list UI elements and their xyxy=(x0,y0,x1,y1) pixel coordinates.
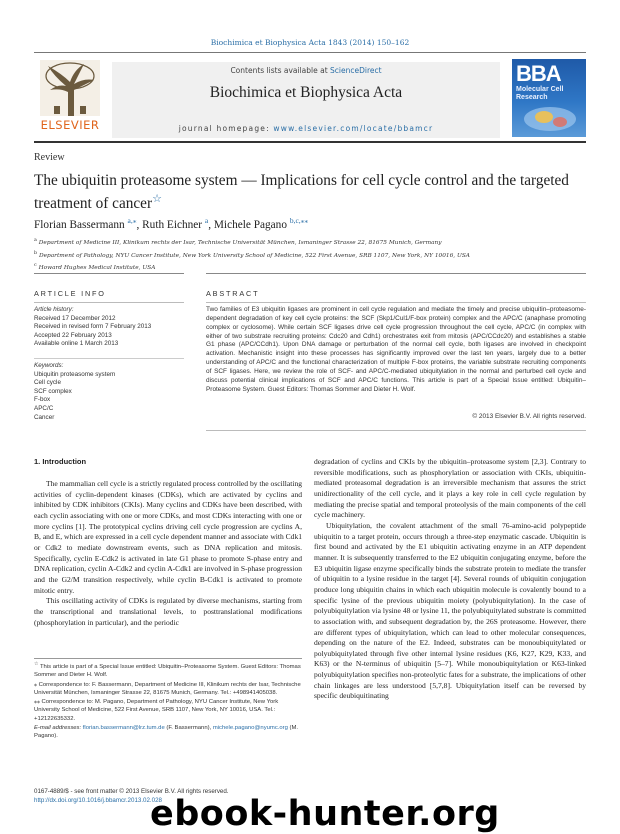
keyword-item: SCF complex xyxy=(34,387,72,395)
elsevier-tree-icon xyxy=(40,60,100,116)
abstract-top-rule xyxy=(206,273,586,274)
history-item: Received in revised form 7 February 2013 xyxy=(34,323,152,331)
history-label: Article history: xyxy=(34,306,74,313)
footnote-mark: ☆ xyxy=(34,662,39,667)
footnote-text: Correspondence to: M. Pagano, Department of Pathology, NYU Cancer Institute, New York University School of Medicine, 522 First Avenue, SRB 1107, New York, NY 10016, USA. Tel.: +12122635332. xyxy=(34,699,279,722)
cover-title: BBA xyxy=(516,61,561,86)
journal-cover[interactable] xyxy=(512,59,586,137)
history-separator xyxy=(34,358,184,359)
header-divider xyxy=(34,141,586,143)
homepage-prefix: journal homepage: xyxy=(178,124,274,133)
keywords-label: Keywords: xyxy=(34,362,64,369)
watermark-text: ebook-hunter.org xyxy=(150,794,500,834)
author-affiliation-mark[interactable]: a xyxy=(204,216,209,225)
title-footnote-mark[interactable]: ☆ xyxy=(152,193,162,205)
footnote-text: This article is part of a Special Issue entitled: Ubiquitin–Proteasome System. Guest Editors: Thomas Sommer and Dieter H. Wolf. xyxy=(34,663,301,679)
body-paragraph: The mammalian cell cycle is a strictly regulated process controlled by the oscillating activities of cyclin-dependent kinases (CDKs), which are activated by cyclins and inhibited by CDK inhibitors (CKIs). Many cyclins and CDKs have been described, with each cyclin associating with one or more CDKs, and most CDKs interacting with one or more cyclins [1]. The prototypical cyclins driving cell cycle progression are cyclins A, B, and E, which are expressed in a cell cycle dependent manner and associate with Cdk1 or Cdk2 to mediate downstream events, such as DNA replication and mitosis. Specifically, cyclin E-Cdk2 is activated in late G1 phase to promote S-phase entry and DNA replication, cyclin A-Cdk2 and cyclin A-Cdk1 are involved in S-phase progression and the G2/M transition respectively, while cyclin B-Cdk1 is activated to promote mitotic entry. xyxy=(34,479,302,595)
abstract-rule xyxy=(206,302,586,303)
footnote-text: Correspondence to: F. Bassermann, Department of Medicine III, Klinikum rechts der Isar, Technische Universität München, Ismaninger Strasse 22, 81675 Munich, Germany. Tel.: +498941405038. xyxy=(34,681,301,696)
email-link[interactable]: michele.pagano@nyumc.org xyxy=(212,725,288,732)
footnote-mark: ⁎ xyxy=(34,681,37,688)
author-name: Michele Pagano xyxy=(213,218,287,231)
affiliation-text: Department of Pathology, NYU Cancer Institute, New York University School of Medicine, 522 First Avenue, SRB 1107, New York, NY 10016, USA xyxy=(38,252,470,259)
footnote-item xyxy=(34,698,302,723)
cover-cell-art-icon xyxy=(520,105,580,133)
abstract-copyright: © 2013 Elsevier B.V. All rights reserved. xyxy=(472,413,586,420)
author-name: Florian Bassermann xyxy=(34,218,125,231)
body-paragraph: This oscillating activity of CDKs is regulated by diverse mechanisms, starting from the transcriptional and translational levels, to posttranslational modifications (phosphorylation in particular), and the periodic xyxy=(34,596,302,627)
keyword-item: APC/C xyxy=(34,404,54,412)
doi-link[interactable]: http://dx.doi.org/10.1016/j.bbamcr.2013.02.028 xyxy=(34,796,162,804)
article-title xyxy=(34,171,574,213)
affiliation-item xyxy=(34,249,586,262)
history-item: Received 17 December 2012 xyxy=(34,314,116,322)
article-info-heading: ARTICLE INFO xyxy=(34,289,106,298)
keywords xyxy=(34,362,184,422)
affiliation-mark: c xyxy=(34,263,37,269)
article-title-text: The ubiquitin proteasome system — Implications for cell cycle control and the targeted treatment of cancer xyxy=(34,172,569,213)
keyword-item: Ubiquitin proteasome system xyxy=(34,370,116,378)
section-heading: 1. Introduction xyxy=(34,457,87,466)
abstract-bottom-rule xyxy=(206,430,586,431)
affiliation-item xyxy=(34,261,586,274)
footnotes xyxy=(34,661,302,742)
abstract-text: Two families of E3 ubiquitin ligases are prominent in cell cycle regulation and mediate the timely and precise ubiquitin–proteasome-dependent degradation of key cell cycle proteins: the SCF (Skp1/Cul1/F-box protein) complex and the APC/C (anaphase promoting complex or cyclosome). While certain SCF ligases drive cell cycle progression throughout the cell cycle, APC/C (in complex with either of two substrate recruiting proteins: Cdc20 and Cdh1) orchestrates exit from mitosis (APC/CCdc20) and establishes a stable G1 phase (APC/CCdh1). Upon DNA damage or perturbation of the normal cell cycle, both ligases are involved in checkpoint activation. Mechanistic insight into these processes has significantly improved over the last ten years, largely due to a better understanding of APC/C and the functional characterization of multiple F-box proteins, the variable substrate recruiting components of SCF ligases. Here, we review the role of SCF- and APC/C-mediated ubiquitylation in the normal and perturbed cell cycle and discuss potential clinical implications of SCF and APC/C functions. This article is part of a Special Issue entitled: Ubiquitin–Proteasome System. Guest Editors: Thomas Sommer and Dieter H. Wolf. xyxy=(206,306,586,393)
email-label: E-mail addresses: xyxy=(34,725,83,732)
keyword-item: Cancer xyxy=(34,413,55,421)
article-info-top-rule xyxy=(34,273,184,274)
contents-line xyxy=(112,66,500,75)
cover-subtitle: Molecular Cell Research xyxy=(516,86,564,101)
body-column-right xyxy=(314,457,586,702)
sciencedirect-link[interactable]: ScienceDirect xyxy=(330,66,382,75)
author-affiliation-mark[interactable]: a,⁎ xyxy=(127,216,137,225)
footnote-item xyxy=(34,724,302,741)
contents-prefix: Contents lists available at xyxy=(230,66,331,75)
affiliation-mark: a xyxy=(34,238,37,243)
author-list: Florian Bassermann $^{a,⁎}$, Ruth Eichner $^a$, Michele Pagano $^{b,c,⁎⁎}$ xyxy=(34,216,309,231)
affiliations xyxy=(34,236,586,274)
keyword-item: F-box xyxy=(34,396,51,404)
article-history xyxy=(34,306,184,349)
affiliation-text: Department of Medicine III, Klinikum rechts der Isar, Technische Universität München, Ismaninger Strasse 22, 81675 Munich, Germany xyxy=(38,239,442,246)
email-owner: (F. Bassermann), xyxy=(164,725,212,732)
abstract-heading: ABSTRACT xyxy=(206,289,260,298)
footnote-item xyxy=(34,681,302,698)
elsevier-wordmark: ELSEVIER xyxy=(40,118,100,132)
history-item: Accepted 22 February 2013 xyxy=(34,331,112,339)
body-column-left xyxy=(34,479,302,628)
issn-line: 0167-4889/$ - see front matter © 2013 Elsevier B.V. All rights reserved. xyxy=(34,788,229,795)
author-name: Ruth Eichner xyxy=(142,218,203,231)
author-affiliation-mark[interactable]: b,c,⁎⁎ xyxy=(289,216,309,225)
top-divider xyxy=(34,52,586,53)
elsevier-logo[interactable] xyxy=(34,58,106,136)
footnote-item xyxy=(34,661,302,680)
affiliation-item xyxy=(34,236,586,249)
history-item: Available online 1 March 2013 xyxy=(34,340,119,348)
journal-title: Biochimica et Biophysica Acta xyxy=(209,84,403,101)
article-type: Review xyxy=(34,152,65,163)
footnote-rule xyxy=(34,658,302,659)
journal-reference[interactable]: Biochimica et Biophysica Acta 1843 (2014) 150–162 xyxy=(210,38,410,47)
email-link[interactable]: florian.bassermann@lrz.tum.de xyxy=(82,725,165,732)
article-info-rule xyxy=(34,302,184,303)
journal-homepage xyxy=(112,124,500,133)
keyword-item: Cell cycle xyxy=(34,379,61,387)
body-paragraph: Ubiquitylation, the covalent attachment of the small 76-amino-acid polypeptide ubiquitin to a target protein, occurs through a three-step enzymatic cascade. Ubiquitin is first bound and activated by the E1 ubiquitin activating enzyme in an ATP dependent manner. It is subsequently transferred to the E2 ubiquitin conjugating enzyme, before the E3 ubiquitin ligase enzyme specifically binds the substrate protein to mediate the transfer of ubiquitin to a lysine residue in the target [4]. Several rounds of ubiquitin conjugation produce long ubiquitin chains in which each ubiquitin molecule is covalently bound to a specific lysine of the previous ubiquitin moiety (polyubiquitylation). In the case of polyubiquitylation via lysine 48 or lysine 11, the polyubiquitylated substrate is committed to association with, and subsequent degradation by, the 26S proteasome. However, there are different types of ubiquitylation, which can lead to other molecular consequences, depending on the nature of the E2. Indeed, substrates can be monoubiquitylated or polyubiquitylated through five other internal lysine residues (K6, K27, K29, K33, and K63) or the N-terminus of ubiquitin [5–7]. While monoubiquitylation or K63-linked polyubiquitylation specifies non-proteolytic fates for a substrate, the implications of other chain linkages are less understood [5,7,8]. Ubiquitylation itself can be reversed by specific deubiquitinating xyxy=(314,520,586,701)
homepage-link[interactable]: www.elsevier.com/locate/bbamcr xyxy=(273,124,434,133)
affiliation-text: Howard Hughes Medical Institute, USA xyxy=(38,264,156,271)
body-paragraph: degradation of cyclins and CKIs by the ubiquitin–proteasome system [2,3]. Contrary to reversible modifications, such as phosphorylation or association with CKIs, ubiquitin-mediated proteasomal degradation is an irreversible mechanism that assures the strict unidirectionality of the cell cycle, and it plays a key role in cell cycle regulation by mediating the precise spatial and temporal proteolysis of the main components of the cell cycle machinery. xyxy=(314,457,586,520)
email-owner: (M. Pagano). xyxy=(34,725,299,740)
footnote-mark: ⁎⁎ xyxy=(34,699,40,706)
affiliation-mark: b xyxy=(34,250,38,256)
